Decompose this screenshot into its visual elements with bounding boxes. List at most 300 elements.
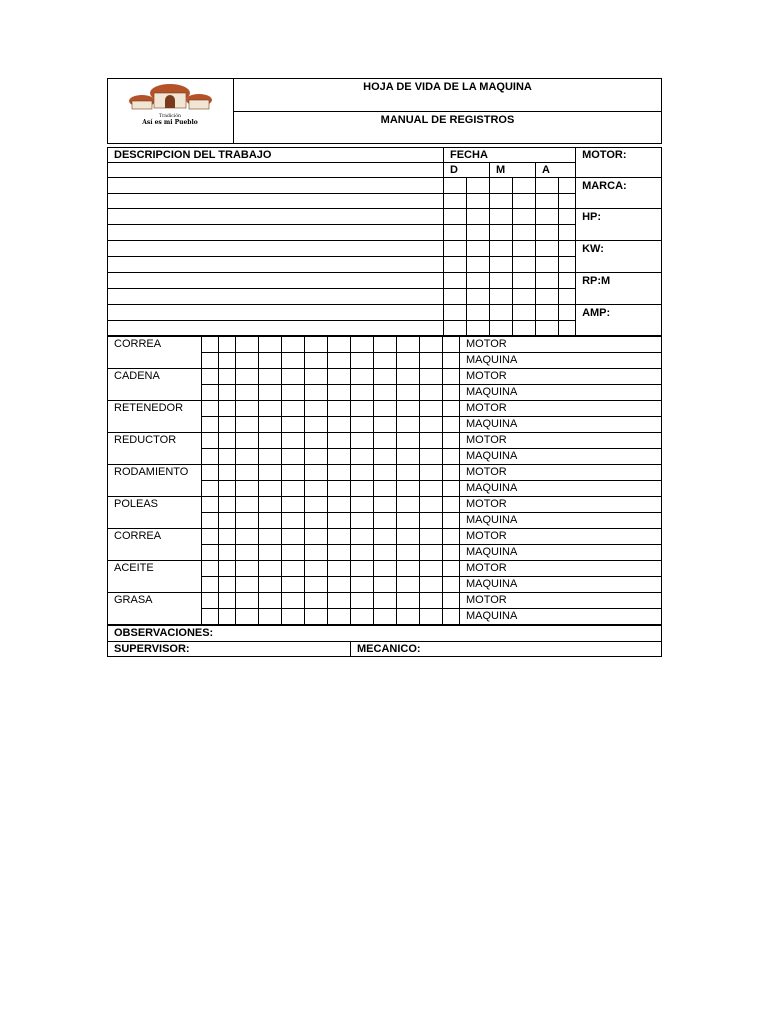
date-cell[interactable] — [490, 321, 513, 336]
check-cell[interactable] — [351, 449, 374, 465]
check-cell[interactable] — [219, 401, 236, 417]
check-cell[interactable] — [420, 529, 443, 545]
check-cell[interactable] — [202, 465, 219, 481]
date-cell[interactable] — [513, 305, 536, 321]
check-cell[interactable] — [282, 513, 305, 529]
date-cell[interactable] — [490, 273, 513, 289]
check-cell[interactable] — [351, 369, 374, 385]
date-cell[interactable] — [444, 194, 467, 209]
check-cell[interactable] — [397, 529, 420, 545]
check-cell[interactable] — [236, 465, 259, 481]
check-cell[interactable] — [259, 433, 282, 449]
check-cell[interactable] — [443, 545, 460, 561]
date-cell[interactable] — [467, 273, 490, 289]
check-cell[interactable] — [259, 497, 282, 513]
check-cell[interactable] — [305, 401, 328, 417]
check-cell[interactable] — [236, 529, 259, 545]
date-cell[interactable] — [513, 257, 536, 273]
date-cell[interactable] — [536, 241, 559, 257]
check-cell[interactable] — [282, 545, 305, 561]
date-cell[interactable] — [536, 273, 559, 289]
check-cell[interactable] — [282, 337, 305, 353]
check-cell[interactable] — [219, 433, 236, 449]
check-cell[interactable] — [374, 513, 397, 529]
check-cell[interactable] — [305, 529, 328, 545]
check-cell[interactable] — [397, 449, 420, 465]
check-cell[interactable] — [328, 497, 351, 513]
check-cell[interactable] — [443, 513, 460, 529]
form-footer — [107, 625, 662, 657]
check-cell[interactable] — [351, 609, 374, 625]
check-cell[interactable] — [443, 497, 460, 513]
description-line[interactable] — [108, 225, 444, 241]
target-machine: MAQUINA — [460, 513, 662, 529]
check-cell[interactable] — [374, 385, 397, 401]
check-cell[interactable] — [202, 561, 219, 577]
date-cell[interactable] — [536, 194, 559, 209]
check-cell[interactable] — [374, 449, 397, 465]
date-cell[interactable] — [490, 241, 513, 257]
check-cell[interactable] — [420, 337, 443, 353]
check-cell[interactable] — [443, 385, 460, 401]
check-cell[interactable] — [259, 529, 282, 545]
check-cell[interactable] — [351, 593, 374, 609]
check-cell[interactable] — [282, 449, 305, 465]
check-cell[interactable] — [328, 385, 351, 401]
check-cell[interactable] — [397, 353, 420, 369]
check-cell[interactable] — [443, 529, 460, 545]
check-cell[interactable] — [351, 497, 374, 513]
check-cell[interactable] — [374, 561, 397, 577]
check-cell[interactable] — [259, 337, 282, 353]
work-section — [107, 147, 662, 336]
check-cell[interactable] — [236, 337, 259, 353]
check-cell[interactable] — [305, 465, 328, 481]
check-cell[interactable] — [328, 545, 351, 561]
check-cell[interactable] — [397, 433, 420, 449]
check-cell[interactable] — [305, 577, 328, 593]
check-cell[interactable] — [397, 561, 420, 577]
check-cell[interactable] — [351, 577, 374, 593]
check-cell[interactable] — [219, 513, 236, 529]
check-cell[interactable] — [374, 481, 397, 497]
check-cell[interactable] — [328, 593, 351, 609]
check-cell[interactable] — [202, 593, 219, 609]
check-cell[interactable] — [282, 481, 305, 497]
check-cell[interactable] — [374, 577, 397, 593]
check-cell[interactable] — [351, 353, 374, 369]
date-cell[interactable] — [444, 257, 467, 273]
check-cell[interactable] — [305, 545, 328, 561]
description-line[interactable] — [108, 241, 444, 257]
date-cell[interactable] — [467, 257, 490, 273]
check-cell[interactable] — [282, 609, 305, 625]
check-cell[interactable] — [328, 609, 351, 625]
date-cell[interactable] — [444, 289, 467, 305]
check-cell[interactable] — [443, 561, 460, 577]
check-cell[interactable] — [219, 545, 236, 561]
check-cell[interactable] — [397, 417, 420, 433]
check-cell[interactable] — [236, 609, 259, 625]
check-cell[interactable] — [259, 401, 282, 417]
check-cell[interactable] — [328, 513, 351, 529]
date-cell[interactable] — [490, 257, 513, 273]
check-cell[interactable] — [328, 353, 351, 369]
check-cell[interactable] — [351, 337, 374, 353]
date-cell[interactable] — [536, 257, 559, 273]
date-cell[interactable] — [467, 305, 490, 321]
check-cell[interactable] — [259, 593, 282, 609]
check-cell[interactable] — [397, 401, 420, 417]
check-cell[interactable] — [351, 545, 374, 561]
check-cell[interactable] — [443, 417, 460, 433]
date-cell[interactable] — [559, 194, 576, 209]
date-cell[interactable] — [513, 289, 536, 305]
check-cell[interactable] — [259, 561, 282, 577]
check-cell[interactable] — [328, 481, 351, 497]
check-cell[interactable] — [305, 593, 328, 609]
check-cell[interactable] — [259, 369, 282, 385]
check-cell[interactable] — [305, 337, 328, 353]
check-cell[interactable] — [328, 465, 351, 481]
check-cell[interactable] — [351, 481, 374, 497]
check-cell[interactable] — [397, 513, 420, 529]
description-line[interactable] — [108, 178, 444, 194]
date-cell[interactable] — [536, 321, 559, 336]
check-cell[interactable] — [420, 545, 443, 561]
check-cell[interactable] — [374, 497, 397, 513]
check-cell[interactable] — [259, 481, 282, 497]
check-cell[interactable] — [443, 369, 460, 385]
date-cell[interactable] — [444, 241, 467, 257]
check-cell[interactable] — [236, 481, 259, 497]
check-cell[interactable] — [219, 577, 236, 593]
check-cell[interactable] — [259, 449, 282, 465]
date-cell[interactable] — [536, 289, 559, 305]
check-cell[interactable] — [202, 497, 219, 513]
check-cell[interactable] — [397, 577, 420, 593]
check-cell[interactable] — [305, 609, 328, 625]
check-cell[interactable] — [305, 513, 328, 529]
date-cell[interactable] — [536, 225, 559, 241]
component-label: RETENEDOR — [108, 401, 202, 433]
date-cell[interactable] — [467, 241, 490, 257]
check-cell[interactable] — [259, 417, 282, 433]
check-cell[interactable] — [420, 449, 443, 465]
date-cell[interactable] — [513, 194, 536, 209]
date-cell[interactable] — [559, 257, 576, 273]
check-cell[interactable] — [397, 545, 420, 561]
check-cell[interactable] — [443, 433, 460, 449]
check-cell[interactable] — [420, 609, 443, 625]
check-cell[interactable] — [374, 593, 397, 609]
check-cell[interactable] — [420, 401, 443, 417]
check-cell[interactable] — [202, 417, 219, 433]
check-cell[interactable] — [397, 465, 420, 481]
check-cell[interactable] — [374, 417, 397, 433]
check-cell[interactable] — [282, 529, 305, 545]
check-cell[interactable] — [351, 401, 374, 417]
check-cell[interactable] — [374, 369, 397, 385]
check-cell[interactable] — [236, 369, 259, 385]
check-cell[interactable] — [282, 465, 305, 481]
target-motor: MOTOR — [460, 465, 662, 481]
check-cell[interactable] — [282, 353, 305, 369]
check-cell[interactable] — [202, 353, 219, 369]
check-cell[interactable] — [443, 449, 460, 465]
check-cell[interactable] — [328, 449, 351, 465]
check-cell[interactable] — [328, 337, 351, 353]
check-cell[interactable] — [420, 481, 443, 497]
check-cell[interactable] — [397, 481, 420, 497]
check-cell[interactable] — [236, 353, 259, 369]
check-cell[interactable] — [443, 401, 460, 417]
check-cell[interactable] — [219, 609, 236, 625]
check-cell[interactable] — [282, 497, 305, 513]
check-cell[interactable] — [219, 369, 236, 385]
check-cell[interactable] — [328, 401, 351, 417]
motor-spec-motor: MOTOR: — [576, 148, 662, 178]
check-cell[interactable] — [236, 577, 259, 593]
check-cell[interactable] — [420, 593, 443, 609]
date-cell[interactable] — [536, 209, 559, 225]
check-cell[interactable] — [305, 561, 328, 577]
description-line[interactable] — [108, 257, 444, 273]
check-cell[interactable] — [420, 577, 443, 593]
check-cell[interactable] — [282, 593, 305, 609]
date-cell[interactable] — [467, 194, 490, 209]
observations-field[interactable]: OBSERVACIONES: — [108, 626, 662, 642]
check-cell[interactable] — [374, 465, 397, 481]
mechanic-field[interactable]: MECANICO: — [351, 642, 662, 657]
check-cell[interactable] — [236, 449, 259, 465]
check-cell[interactable] — [219, 593, 236, 609]
date-cell[interactable] — [490, 178, 513, 194]
check-cell[interactable] — [443, 481, 460, 497]
check-cell[interactable] — [328, 369, 351, 385]
date-cell[interactable] — [513, 209, 536, 225]
check-cell[interactable] — [305, 369, 328, 385]
description-line[interactable] — [108, 209, 444, 225]
check-cell[interactable] — [305, 417, 328, 433]
check-cell[interactable] — [351, 385, 374, 401]
check-cell[interactable] — [420, 497, 443, 513]
check-cell[interactable] — [236, 401, 259, 417]
check-cell[interactable] — [219, 337, 236, 353]
description-line[interactable] — [108, 273, 444, 289]
check-cell[interactable] — [259, 465, 282, 481]
check-cell[interactable] — [202, 449, 219, 465]
check-cell[interactable] — [351, 417, 374, 433]
check-cell[interactable] — [202, 385, 219, 401]
check-cell[interactable] — [420, 433, 443, 449]
check-cell[interactable] — [420, 561, 443, 577]
check-cell[interactable] — [374, 353, 397, 369]
month-label: M — [490, 163, 536, 178]
check-cell[interactable] — [259, 385, 282, 401]
check-cell[interactable] — [420, 417, 443, 433]
check-cell[interactable] — [282, 385, 305, 401]
check-cell[interactable] — [397, 497, 420, 513]
check-cell[interactable] — [282, 561, 305, 577]
date-cell[interactable] — [513, 178, 536, 194]
check-cell[interactable] — [219, 385, 236, 401]
check-cell[interactable] — [351, 465, 374, 481]
check-cell[interactable] — [236, 417, 259, 433]
supervisor-field[interactable]: SUPERVISOR: — [108, 642, 351, 657]
check-cell[interactable] — [236, 433, 259, 449]
check-cell[interactable] — [202, 433, 219, 449]
date-cell[interactable] — [559, 225, 576, 241]
date-cell[interactable] — [444, 273, 467, 289]
check-cell[interactable] — [202, 609, 219, 625]
date-cell[interactable] — [490, 194, 513, 209]
component-label: CORREA — [108, 337, 202, 369]
check-cell[interactable] — [305, 353, 328, 369]
date-cell[interactable] — [490, 225, 513, 241]
check-cell[interactable] — [351, 529, 374, 545]
check-cell[interactable] — [259, 609, 282, 625]
check-cell[interactable] — [351, 433, 374, 449]
check-cell[interactable] — [236, 513, 259, 529]
check-cell[interactable] — [282, 369, 305, 385]
check-cell[interactable] — [420, 513, 443, 529]
check-cell[interactable] — [219, 481, 236, 497]
check-cell[interactable] — [202, 513, 219, 529]
check-cell[interactable] — [202, 529, 219, 545]
date-cell[interactable] — [559, 321, 576, 336]
date-cell[interactable] — [559, 209, 576, 225]
check-cell[interactable] — [219, 417, 236, 433]
check-cell[interactable] — [219, 561, 236, 577]
date-cell[interactable] — [444, 225, 467, 241]
check-cell[interactable] — [259, 353, 282, 369]
date-cell[interactable] — [444, 305, 467, 321]
check-cell[interactable] — [374, 545, 397, 561]
description-line[interactable] — [108, 194, 444, 209]
check-cell[interactable] — [351, 561, 374, 577]
check-cell[interactable] — [397, 337, 420, 353]
check-cell[interactable] — [328, 577, 351, 593]
check-cell[interactable] — [202, 481, 219, 497]
check-cell[interactable] — [202, 337, 219, 353]
check-cell[interactable] — [236, 385, 259, 401]
check-cell[interactable] — [305, 481, 328, 497]
date-cell[interactable] — [444, 209, 467, 225]
check-cell[interactable] — [202, 401, 219, 417]
description-line[interactable] — [108, 305, 444, 321]
date-cell[interactable] — [490, 209, 513, 225]
description-line[interactable] — [108, 321, 444, 336]
date-cell[interactable] — [513, 273, 536, 289]
check-cell[interactable] — [202, 545, 219, 561]
check-cell[interactable] — [259, 545, 282, 561]
check-cell[interactable] — [374, 433, 397, 449]
check-cell[interactable] — [328, 529, 351, 545]
check-cell[interactable] — [305, 497, 328, 513]
date-cell[interactable] — [490, 305, 513, 321]
date-cell[interactable] — [444, 321, 467, 336]
date-cell[interactable] — [467, 321, 490, 336]
check-cell[interactable] — [443, 465, 460, 481]
date-cell[interactable] — [559, 241, 576, 257]
date-cell[interactable] — [513, 241, 536, 257]
check-cell[interactable] — [328, 561, 351, 577]
check-cell[interactable] — [236, 561, 259, 577]
check-cell[interactable] — [443, 609, 460, 625]
check-cell[interactable] — [219, 353, 236, 369]
check-cell[interactable] — [236, 593, 259, 609]
date-cell[interactable] — [513, 321, 536, 336]
check-cell[interactable] — [397, 609, 420, 625]
check-cell[interactable] — [282, 433, 305, 449]
check-cell[interactable] — [397, 369, 420, 385]
check-cell[interactable] — [374, 337, 397, 353]
check-cell[interactable] — [282, 401, 305, 417]
check-cell[interactable] — [305, 449, 328, 465]
date-cell[interactable] — [559, 289, 576, 305]
date-cell[interactable] — [559, 178, 576, 194]
check-cell[interactable] — [219, 465, 236, 481]
check-cell[interactable] — [443, 337, 460, 353]
description-line[interactable] — [108, 163, 444, 178]
date-cell[interactable] — [467, 209, 490, 225]
check-cell[interactable] — [259, 513, 282, 529]
check-cell[interactable] — [282, 577, 305, 593]
check-cell[interactable] — [328, 417, 351, 433]
date-cell[interactable] — [536, 305, 559, 321]
check-cell[interactable] — [374, 609, 397, 625]
check-cell[interactable] — [420, 385, 443, 401]
check-cell[interactable] — [443, 577, 460, 593]
check-cell[interactable] — [443, 353, 460, 369]
check-cell[interactable] — [374, 401, 397, 417]
date-cell[interactable] — [513, 225, 536, 241]
check-cell[interactable] — [219, 529, 236, 545]
check-cell[interactable] — [305, 385, 328, 401]
check-cell[interactable] — [259, 577, 282, 593]
check-cell[interactable] — [328, 433, 351, 449]
check-cell[interactable] — [305, 433, 328, 449]
date-cell[interactable] — [467, 178, 490, 194]
description-line[interactable] — [108, 289, 444, 305]
check-cell[interactable] — [420, 353, 443, 369]
date-cell[interactable] — [559, 273, 576, 289]
check-cell[interactable] — [236, 545, 259, 561]
check-cell[interactable] — [202, 577, 219, 593]
check-cell[interactable] — [219, 497, 236, 513]
check-cell[interactable] — [397, 385, 420, 401]
date-cell[interactable] — [490, 289, 513, 305]
check-cell[interactable] — [219, 449, 236, 465]
date-cell[interactable] — [536, 178, 559, 194]
check-cell[interactable] — [351, 513, 374, 529]
check-cell[interactable] — [443, 593, 460, 609]
check-cell[interactable] — [202, 369, 219, 385]
date-cell[interactable] — [559, 305, 576, 321]
check-cell[interactable] — [374, 529, 397, 545]
date-cell[interactable] — [444, 178, 467, 194]
check-cell[interactable] — [420, 465, 443, 481]
date-cell[interactable] — [467, 225, 490, 241]
check-cell[interactable] — [397, 593, 420, 609]
component-label: REDUCTOR — [108, 433, 202, 465]
date-cell[interactable] — [467, 289, 490, 305]
check-cell[interactable] — [236, 497, 259, 513]
check-cell[interactable] — [282, 417, 305, 433]
check-cell[interactable] — [420, 369, 443, 385]
target-motor: MOTOR — [460, 401, 662, 417]
